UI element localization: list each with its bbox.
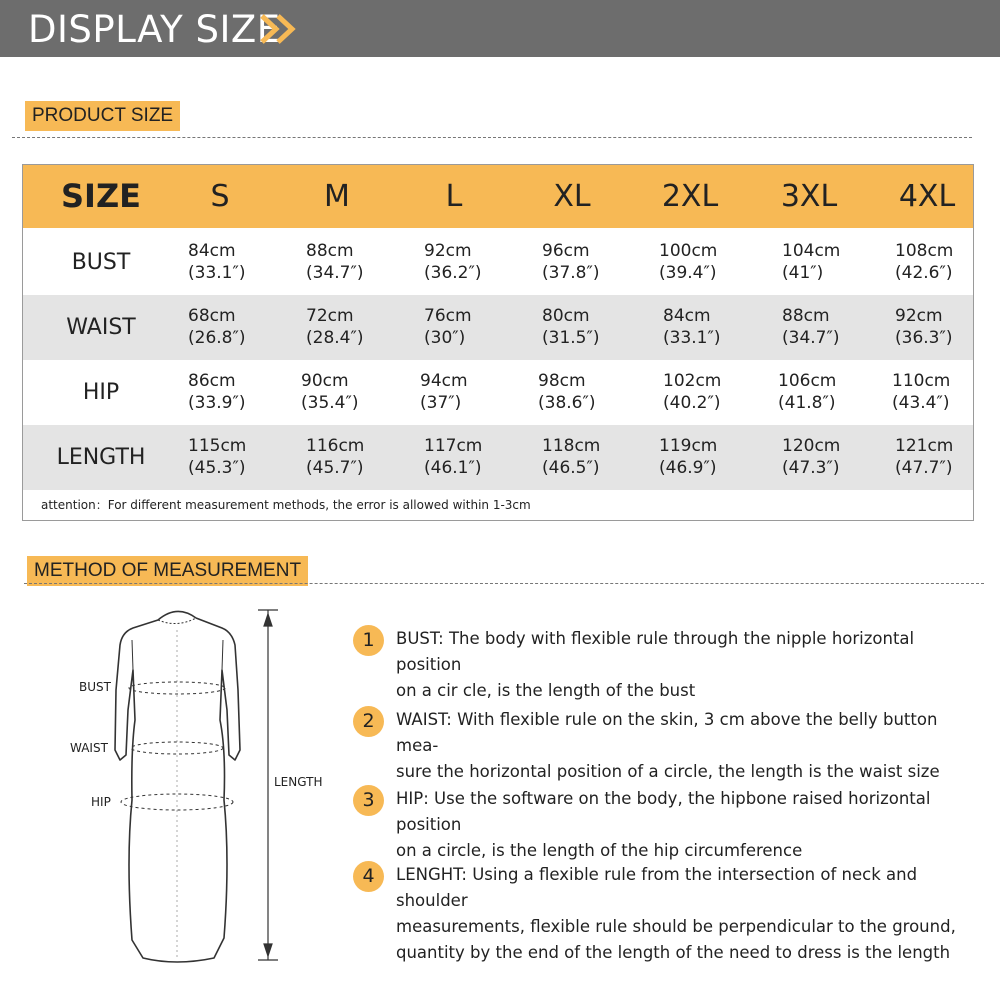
display-size-banner [0, 0, 1000, 57]
cell-inch: (37″) [420, 393, 462, 413]
table-cell [188, 240, 245, 284]
table-cell [306, 305, 363, 349]
size-header-l: L [445, 179, 463, 214]
cell-inch: (46.5″) [542, 458, 600, 478]
row-label-waist: WAIST [66, 315, 136, 340]
cell-cm: 120cm [782, 436, 841, 456]
size-header-xl: XL [553, 179, 591, 214]
size-header-4xl: 4XL [898, 179, 956, 214]
table-cell [188, 305, 245, 349]
table-cell [659, 240, 717, 284]
figure-label-waist: WAIST [70, 741, 108, 755]
banner-title: DISPLAY SIZE [28, 8, 281, 51]
cell-inch: (47.3″) [782, 458, 840, 478]
cell-inch: (46.1″) [424, 458, 482, 478]
section-divider [24, 583, 984, 584]
step-number-badge: 3 [353, 785, 384, 816]
cell-cm: 76cm [424, 306, 472, 326]
double-chevron-right-icon [258, 12, 308, 46]
table-cell [782, 240, 840, 284]
cell-inch: (36.2″) [424, 263, 482, 283]
table-cell [188, 435, 246, 479]
step-number-badge: 1 [353, 625, 384, 656]
product-size-tag: PRODUCT SIZE [25, 101, 180, 131]
cell-cm: 102cm [663, 371, 722, 391]
cell-cm: 110cm [892, 371, 951, 391]
cell-inch: (41.8″) [778, 393, 836, 413]
cell-cm: 119cm [659, 436, 718, 456]
table-cell [306, 240, 363, 284]
method-of-measurement-tag: METHOD OF MEASUREMENT [27, 556, 308, 586]
step-text: LENGHT: Using a flexible rule from the intersection of neck and shoulder measurements, flexible rule should be perpendicular to the ground, quantity by the end of the length of the need to dress is the length [396, 865, 956, 962]
size-header-label: SIZE [60, 177, 141, 215]
table-cell [542, 435, 600, 479]
table-cell [895, 240, 953, 284]
table-cell [420, 370, 468, 414]
cell-cm: 118cm [542, 436, 601, 456]
cell-cm: 90cm [301, 371, 349, 391]
table-cell [782, 305, 839, 349]
dress-outline-icon [60, 600, 310, 970]
table-cell [663, 370, 721, 414]
table-cell [892, 370, 950, 414]
cell-inch: (36.3″) [895, 328, 953, 348]
table-cell [538, 370, 595, 414]
cell-cm: 121cm [895, 436, 954, 456]
cell-inch: (43.4″) [892, 393, 950, 413]
cell-cm: 108cm [895, 241, 954, 261]
table-cell [424, 240, 481, 284]
cell-inch: (45.3″) [188, 458, 246, 478]
table-row [23, 425, 973, 490]
table-cell [542, 240, 599, 284]
cell-inch: (46.9″) [659, 458, 717, 478]
step-number-badge: 2 [353, 706, 384, 737]
figure-label-length: LENGTH [274, 775, 323, 789]
cell-inch: (41″) [782, 263, 824, 283]
dress-figure [60, 600, 323, 975]
size-header-3xl: 3XL [780, 179, 838, 214]
table-row [23, 230, 973, 295]
cell-inch: (39.4″) [659, 263, 717, 283]
cell-cm: 115cm [188, 436, 247, 456]
table-cell [188, 370, 245, 414]
row-label-length: LENGTH [56, 445, 146, 470]
table-row [23, 295, 973, 360]
cell-cm: 96cm [542, 241, 590, 261]
table-row [23, 360, 973, 425]
row-label-bust: BUST [71, 250, 131, 275]
cell-inch: (35.4″) [301, 393, 359, 413]
table-cell [778, 370, 836, 414]
figure-label-bust: BUST [79, 680, 111, 694]
size-table-header [23, 165, 973, 228]
table-cell [659, 435, 717, 479]
cell-cm: 84cm [663, 306, 711, 326]
table-cell [301, 370, 358, 414]
cell-cm: 100cm [659, 241, 718, 261]
attention-note: attention：For different measurement methods, the error is allowed within 1-3cm [41, 498, 531, 512]
cell-inch: (34.7″) [782, 328, 840, 348]
cell-cm: 68cm [188, 306, 236, 326]
cell-inch: (30″) [424, 328, 466, 348]
step-text: HIP: Use the software on the body, the hipbone raised horizontal position on a circle, is the length of the hip circumference [396, 789, 931, 860]
table-cell [895, 305, 952, 349]
table-cell [542, 305, 599, 349]
table-cell [895, 435, 953, 479]
cell-inch: (47.7″) [895, 458, 953, 478]
cell-cm: 92cm [424, 241, 472, 261]
cell-cm: 117cm [424, 436, 483, 456]
figure-label-hip: HIP [91, 795, 111, 809]
step-text: WAIST: With flexible rule on the skin, 3 cm above the belly button mea- sure the horizontal position of a circle, the length is the waist size [396, 710, 940, 781]
table-cell [424, 305, 472, 349]
cell-inch: (28.4″) [306, 328, 364, 348]
cell-inch: (34.7″) [306, 263, 364, 283]
cell-cm: 88cm [306, 241, 354, 261]
cell-cm: 86cm [188, 371, 236, 391]
cell-cm: 98cm [538, 371, 586, 391]
cell-inch: (37.8″) [542, 263, 600, 283]
cell-cm: 92cm [895, 306, 943, 326]
cell-inch: (40.2″) [663, 393, 721, 413]
size-table [22, 164, 974, 521]
row-label-hip: HIP [82, 380, 120, 405]
cell-inch: (38.6″) [538, 393, 596, 413]
step-text: BUST: The body with flexible rule through the nipple horizontal position on a cir cle, is the length of the bust [396, 629, 915, 700]
cell-inch: (33.9″) [188, 393, 246, 413]
size-header-s: S [210, 179, 230, 214]
cell-cm: 72cm [306, 306, 354, 326]
section-divider [12, 137, 972, 138]
cell-inch: (33.1″) [663, 328, 721, 348]
cell-inch: (42.6″) [895, 263, 953, 283]
table-cell [424, 435, 482, 479]
cell-cm: 94cm [420, 371, 468, 391]
cell-cm: 80cm [542, 306, 590, 326]
cell-cm: 88cm [782, 306, 830, 326]
cell-cm: 104cm [782, 241, 841, 261]
cell-inch: (45.7″) [306, 458, 364, 478]
table-cell [663, 305, 720, 349]
cell-cm: 84cm [188, 241, 236, 261]
table-cell [306, 435, 364, 479]
cell-inch: (33.1″) [188, 263, 246, 283]
table-cell [782, 435, 840, 479]
cell-cm: 116cm [306, 436, 365, 456]
size-header-m: M [324, 179, 350, 214]
cell-inch: (31.5″) [542, 328, 600, 348]
step-number-badge: 4 [353, 861, 384, 892]
size-header-2xl: 2XL [661, 179, 719, 214]
cell-cm: 106cm [778, 371, 837, 391]
cell-inch: (26.8″) [188, 328, 246, 348]
